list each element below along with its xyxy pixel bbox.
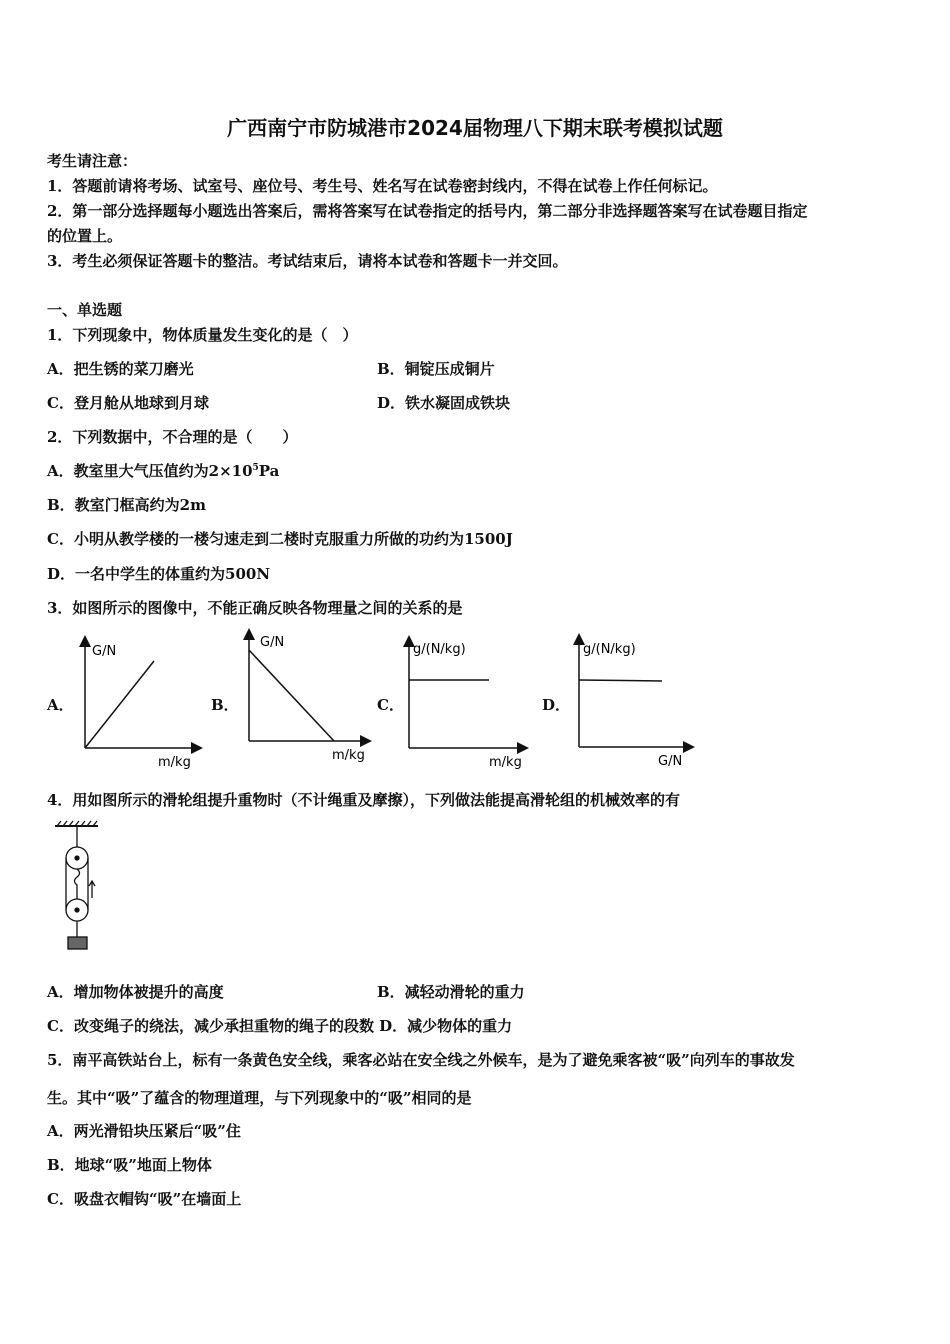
pulley-system-figure [50, 820, 105, 955]
rope-hook [75, 869, 80, 899]
q2-option-b: B．教室门框高约为2m [47, 496, 206, 514]
q4-option-a: A．增加物体被提升的高度 [47, 983, 224, 1001]
fixed-pulley-axle [75, 856, 79, 860]
graph-line [579, 680, 662, 681]
x-axis-label: m/kg [158, 755, 191, 770]
movable-pulley-axle [75, 908, 79, 912]
q3-stem: 3．如图所示的图像中，不能正确反映各物理量之间的关系的是 [47, 599, 463, 617]
y-axis-label: g/(N/kg) [413, 642, 466, 657]
q1-option-b: B．铜锭压成铜片 [377, 360, 495, 378]
page-title: 广西南宁市防城港市2024届物理八下期末联考模拟试题 [227, 116, 723, 140]
q3-label-b: B． [211, 696, 239, 714]
q3-graph-c [400, 633, 535, 773]
q5-stem-1: 5．南平高铁站台上，标有一条黄色安全线，乘客必站在安全线之外候车，是为了避免乘客被“吸”向列车的事故发 [47, 1051, 795, 1069]
notice-heading: 考生请注意： [47, 152, 138, 170]
q1-option-c: C．登月舱从地球到月球 [47, 394, 209, 412]
q5-option-b: B．地球“吸”地面上物体 [47, 1156, 212, 1174]
q3-label-c: C． [377, 696, 404, 714]
x-axis-label: m/kg [489, 755, 522, 770]
q3-label-a: A． [47, 696, 74, 714]
y-axis-label: G/N [92, 644, 117, 659]
q4-stem: 4．用如图所示的滑轮组提升重物时（不计绳重及摩擦），下列做法能提高滑轮组的机械效率的有 [47, 791, 680, 809]
q5-stem-2: 生。其中“吸”了蕴含的物理道理，与下列现象中的“吸”相同的是 [47, 1089, 472, 1107]
q3-label-d: D． [542, 696, 571, 714]
notice-item-2-cont: 的位置上。 [47, 227, 123, 245]
notice-item-2: 2．第一部分选择题每小题选出答案后，需将答案写在试卷指定的括号内，第二部分非选择题答案写在试卷题目指定 [47, 202, 808, 220]
notice-item-3: 3．考生必须保证答题卡的整洁。考试结束后，请将本试卷和答题卡一并交回。 [47, 252, 568, 270]
q3-graph-d [570, 631, 700, 771]
y-axis-label: G/N [260, 635, 285, 650]
notice-item-1: 1．答题前请将考场、试室号、座位号、考生号、姓名写在试卷密封线内，不得在试卷上作任何标记。 [47, 177, 718, 195]
q4-option-cd: C．改变绳子的绕法，减少承担重物的绳子的段数 D．减少物体的重力 [47, 1017, 513, 1035]
q2-stem: 2．下列数据中，不合理的是（ ） [47, 428, 298, 446]
q2-option-c: C．小明从教学楼的一楼匀速走到二楼时克服重力所做的功约为1500J [47, 530, 513, 548]
q1-stem: 1．下列现象中，物体质量发生变化的是（ ） [47, 326, 358, 344]
x-axis-label: m/kg [332, 748, 365, 763]
graph-line [249, 650, 334, 741]
q4-option-b: B．减轻动滑轮的重力 [377, 983, 525, 1001]
q2-option-d: D．一名中学生的体重约为500N [47, 565, 271, 583]
q5-option-a: A．两光滑铅块压紧后“吸”住 [47, 1122, 241, 1140]
graph-line [85, 661, 154, 748]
q3-graph-b [235, 628, 380, 773]
q2-option-a: A．教室里大气压值约为$2\times 10^5Pa$ [47, 462, 280, 480]
x-axis-label: G/N [658, 754, 683, 769]
section-heading: 一、单选题 [47, 301, 123, 319]
q5-option-c: C．吸盘衣帽钩“吸”在墙面上 [47, 1190, 242, 1208]
q1-option-d: D．铁水凝固成铁块 [377, 394, 511, 412]
q1-option-a: A．把生锈的菜刀磨光 [47, 360, 194, 378]
y-axis-label: g/(N/kg) [583, 642, 636, 657]
q3-graph-a [70, 633, 210, 773]
load-block [68, 937, 87, 949]
